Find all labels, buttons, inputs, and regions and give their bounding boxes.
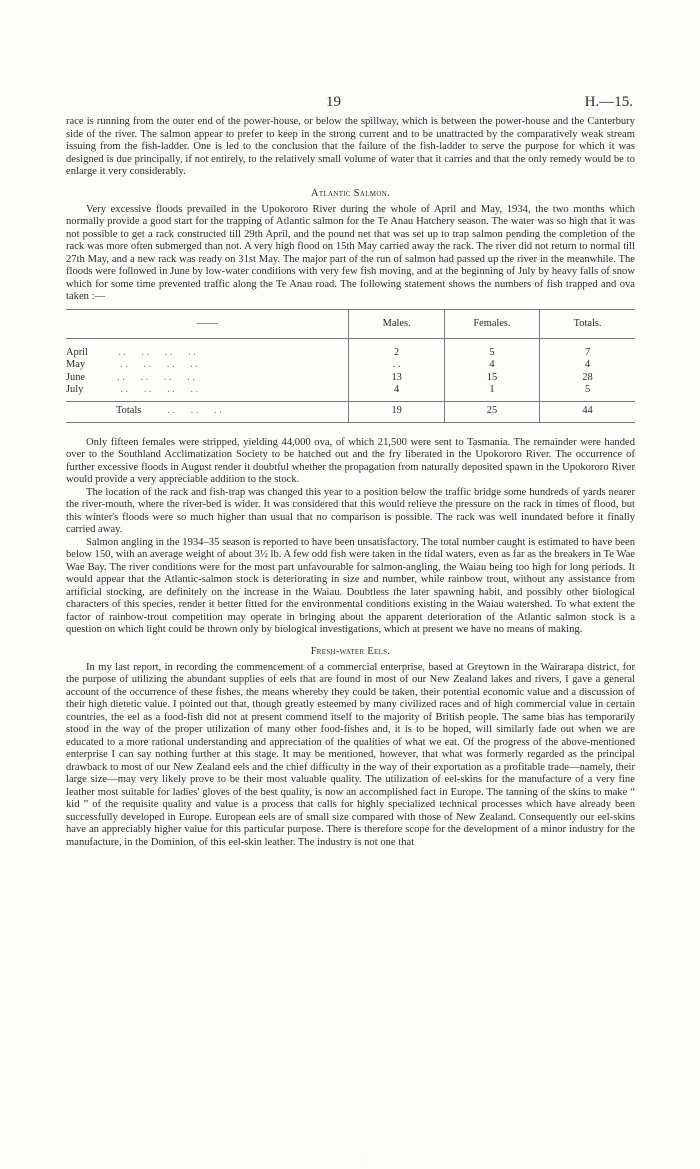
paragraph: In my last report, in recording the commencement of a commercial enterprise, based at Greytown in the Wairarapa district, for the purpose of utilizing the abundant supplies of eels that are found in most of our New Zealand lakes and rivers, I gave a general account of the occurrence of these fishes, the means whereby they could be taken, their potential economic value and a discussion of their high dietetic value. I pointed out that, though greatly esteemed by many civilized races and of high commercial value in certain countries, the eel as a food-fish did not at present commend itself to the majority of British people. The same bias has temporarily stood in the way of the proper utilization of many other food-fishes and, it is to be hoped, will similarly fade out when we are educated to a more rational understanding and appreciation of the qualities of what we eat. Of the progress of the above-mentioned enterprise I can say nothing further at this stage. It may be mentioned, however, that what was formerly regarded as the principal drawback to most of our New Zealand eels and the chief difficulty in the way of their exportation as a profitable trade—namely, their large size—may very likely prove to be their most valuable quality. The utilization of eel-skins for the manufacture of a very fine leather most suitable for ladies' gloves of the best quality, is now an accomplished fact in Europe. The tanning of the skins to make “ kid ” of the requisite quality and value is a process that calls for highly specialized technical processes which have already been successfully developed in Europe. European eels are of small size compared with those of New Zealand. Consequently our eel-skins have an appreciably higher value for this particular purpose. There is therefore scope for the development of a minor industry for the manufacture, in the Dominion, of this eel-skin leather. The industry is not one that <box>66 661 635 848</box>
intro-paragraph: race is running from the outer end of the power-house, or below the spillway, which is between the power-house and the Canterbury side of the river. The salmon appear to prefer to keep in the strong current and to be unattracted by the comparatively weak stream issuing from the fish-ladder. One is led to the conclusion that the failure of the fish-ladder to serve the purpose for which it was designed is due principally, if not entirely, to the relatively small volume of water that it carries and that the only remedy would be to enlarge it very considerably. <box>66 116 635 177</box>
scan-mark: · <box>366 1158 368 1164</box>
cell-males: 4 <box>349 384 444 397</box>
table-header-males: Males. <box>349 309 444 338</box>
section-heading-fresh-water-eels: Fresh-water Eels. <box>310 645 391 657</box>
month-label: April <box>66 346 88 358</box>
table-header-row <box>66 309 635 338</box>
salmon-trapping-table <box>66 309 635 423</box>
cell-totals: 5 <box>540 384 635 397</box>
page-number: 19 <box>326 94 341 110</box>
table-row: July . . . . . . . . 4 1 5 <box>66 384 635 397</box>
cell-totals: 44 <box>540 401 635 422</box>
cell-females: 4 <box>444 359 539 372</box>
cell-totals: 28 <box>540 372 635 385</box>
cell-males: 19 <box>349 401 444 422</box>
totals-label: Totals <box>116 405 142 417</box>
month-label: July <box>66 384 84 395</box>
cell-females: 5 <box>444 347 539 360</box>
report-reference: H.—15. <box>584 94 633 110</box>
cell-totals: 7 <box>540 347 635 360</box>
month-label: May <box>66 359 86 370</box>
cell-males: . . <box>349 359 444 372</box>
cell-females: 25 <box>444 401 539 422</box>
cell-males: 2 <box>349 347 444 360</box>
section-heading-atlantic-salmon: Atlantic Salmon. <box>311 187 390 199</box>
table-row: April . . . . . . . . 2 5 7 <box>66 347 635 360</box>
page-header <box>66 94 635 116</box>
table-header-blank: —— <box>66 309 349 338</box>
paragraph: The location of the rack and fish-trap was changed this year to a position below the traffic bridge some hundreds of yards nearer the river-mouth, where the river-bed is wider. It was considered that this would relieve the pressure on the rack in times of flood, but this winter's floods were so much higher than usual that no comparison is possible. The rack was well inundated before it finally carried away. <box>66 486 635 535</box>
cell-females: 1 <box>444 384 539 397</box>
document-page <box>66 94 635 849</box>
paragraph: Only fifteen females were stripped, yielding 44,000 ova, of which 21,500 were sent to Tasmania. The remainder were handed over to the Southland Acclimatization Society to be hatched out and the fry liberated in the Upokororo River. The occurrence of further excessive floods in August render it doubtful whether the propagation from naturally deposited spawn in the Upokororo River would provide a very appreciable addition to the stock. <box>66 436 635 485</box>
cell-males: 13 <box>349 372 444 385</box>
table-header-females: Females. <box>444 309 539 338</box>
paragraph: Very excessive floods prevailed in the Upokororo River during the whole of April and May, 1934, the two months which normally provide a good start for the trapping of Atlantic salmon for the Te Anau Hatchery season. The water was so high that it was not possible to get a rack constructed till 29th April, and the pound net that was set up to trap salmon pending the completion of the rack was more often submerged than not. A very high flood on 15th May carried away the rack. The river did not return to normal till 27th May, and a new rack was ready on 31st May. The major part of the run of salmon had passed up the river in the meanwhile. The floods were followed in June by low-water conditions with very few fish moving, and at the beginning of July by heavy falls of snow which for some time prevented traffic along the Te Anau road. The following statement shows the numbers of fish trapped and ova taken :— <box>66 203 635 302</box>
cell-females: 15 <box>444 372 539 385</box>
month-label: June <box>66 371 86 383</box>
paragraph: Salmon angling in the 1934–35 season is reported to have been unsatisfactory. The total number caught is estimated to have been below 150, with an average weight of about 3½ lb. A few odd fish were taken in the tidal waters, even as far as the breakers in Te Wae Wae Bay. The river conditions were for the most part unfavourable for salmon-angling, the Waiau being too high for long periods. It would appear that the Atlantic-salmon stock is deteriorating in size and number, while rainbow trout, without any assistance from artificial stocking, are definitely on the increase in the Waiau. Doubtless the later spawning habit, and possibly other biological characters of this species, render it better fitted for the environmental conditions existing in the Waiau watershed. To what extent the factor of rainbow-trout competition may operate in bringing about the apparent deterioration of the Atlantic salmon stock is a question on which light could be thrown only by biological investigations, which at present we have no means of making. <box>66 536 635 635</box>
table-header-totals: Totals. <box>540 309 635 338</box>
table-row: May . . . . . . . . . . 4 4 <box>66 359 635 372</box>
table-totals-row: Totals . . . . . . 19 25 44 <box>66 401 635 422</box>
table-row: June . . . . . . . . 13 15 28 <box>66 372 635 385</box>
cell-totals: 4 <box>540 359 635 372</box>
